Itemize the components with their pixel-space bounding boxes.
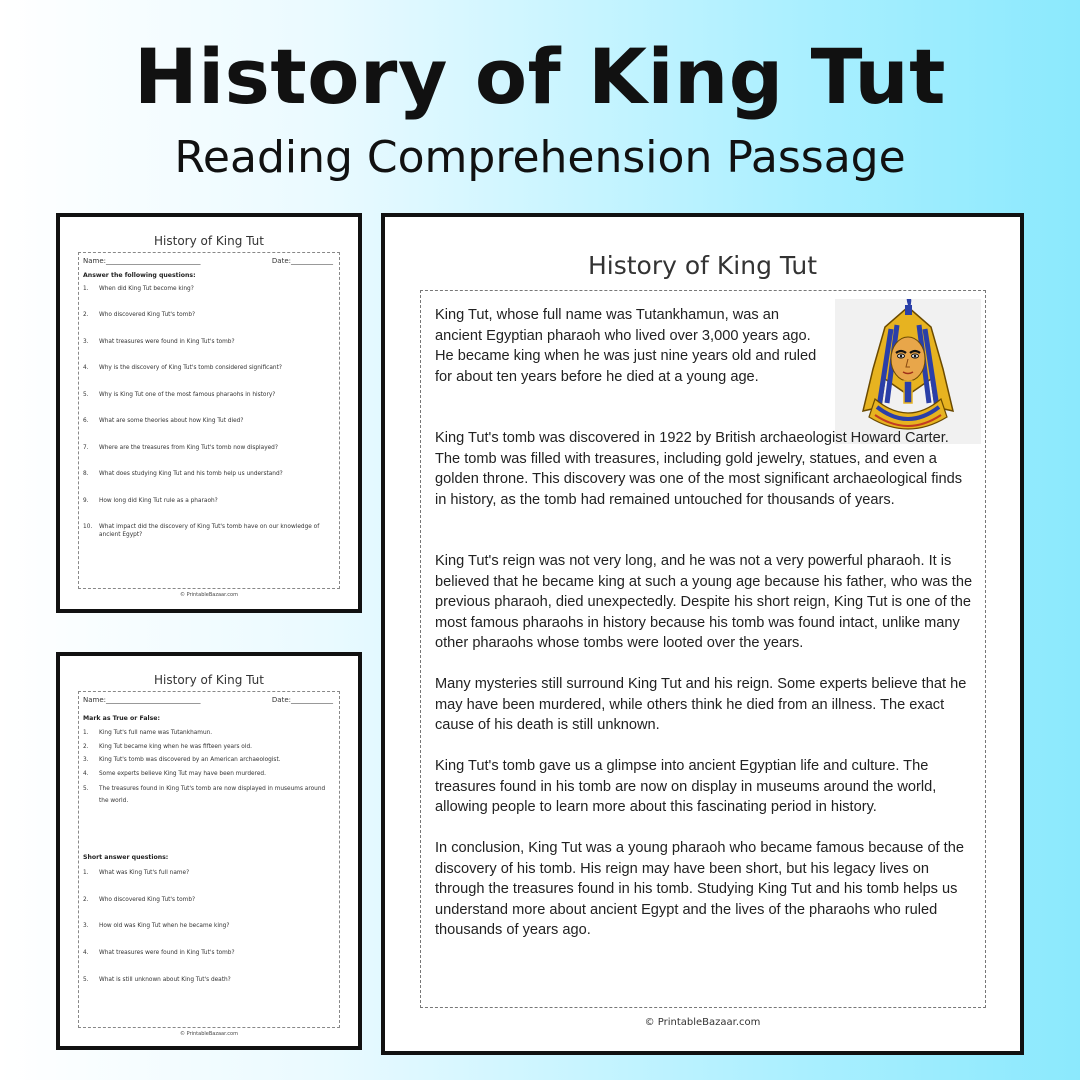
worksheet-title: History of King Tut [154,673,264,687]
true-false-item: 2. King Tut became king when he was fifteen years old. [83,744,252,750]
passage-title: History of King Tut [587,251,818,280]
passage-paragraph: Many mysteries still surround King Tut and his reign. Some experts believe that he may have been murdered, while others think he died from an illness. The exact cause of his death is still unknown. [435,676,967,733]
worksheet-frame [78,252,340,589]
passage-paragraph: King Tut's tomb was discovered in 1922 by British archaeologist Howard Carter. The tomb was filled with treasures, including gold jewelry, statues, and even a golden throne. This discovery was one of the most significant archaeological finds in history, as the tomb had remained untouched for thousands of years. [435,430,963,508]
worksheet-footer: © PrintableBazaar.com [180,592,238,598]
passage-footer: © PrintableBazaar.com [644,1017,761,1028]
question-item: 3. What treasures were found in King Tut's tomb? [83,339,235,345]
short-answer-heading: Short answer questions: [83,854,169,861]
worksheet-questions-preview [56,213,362,613]
true-false-item: 3. King Tut's tomb was discovered by an American archaeologist. [83,757,281,763]
true-false-item: 4. Some experts believe King Tut may have been murdered. [83,771,266,777]
worksheet-title: History of King Tut [154,234,264,248]
passage-paragraph: King Tut, whose full name was Tutankhamun, was an ancient Egyptian pharaoh who lived over 3,000 years ago. He became king when he was just nine years old and ruled for about ten years before he died at a young age. [435,307,817,385]
passage-frame [420,290,986,1008]
pharaoh-mask-icon [835,299,981,444]
passage-page [381,213,1024,1055]
date-field-label: Date:____________ [271,257,333,265]
worksheet-footer: © PrintableBazaar.com [180,1031,238,1037]
worksheet-frame [78,691,340,1028]
question-item: 1. When did King Tut become king? [83,286,194,292]
short-answer-item: 3. How old was King Tut when he became king? [83,923,230,929]
passage-paragraph: In conclusion, King Tut was a young pharaoh who became famous because of the discovery of his tomb. His reign may have been short, but his legacy lives on through the treasures found in his tomb. Studying King Tut and his tomb helps us understand more about ancient Egypt and the lives of the pharaohs who ruled thousands of years ago. [435,840,964,938]
main-subtitle: Reading Comprehension Passage [174,132,906,183]
question-item: 5. Why is King Tut one of the most famous pharaohs in history? [83,392,276,398]
name-field-label: Name:___________________________ [83,257,201,265]
true-false-item: 5. The treasures found in King Tut's tomb are now displayed in museums around the world. [83,786,326,804]
name-field-label: Name:___________________________ [83,696,201,704]
worksheet-true-false-preview [56,652,362,1050]
short-answer-item: 2. Who discovered King Tut's tomb? [83,897,196,903]
question-item: 4. Why is the discovery of King Tut's tomb considered significant? [83,365,282,371]
passage-paragraph: King Tut's tomb gave us a glimpse into ancient Egyptian life and culture. The treasures found in his tomb are now on display in museums around the world, allowing people to learn more about this fascinating period in history. [435,758,937,815]
date-field-label: Date:____________ [271,696,333,704]
main-title: History of King Tut [134,32,946,121]
question-item: 6. What are some theories about how King Tut died? [83,418,244,424]
name-date-row [83,257,333,265]
question-item: 9. How long did King Tut rule as a pharaoh? [83,498,218,504]
section-heading: Answer the following questions: [83,272,196,279]
question-item: 8. What does studying King Tut and his tomb help us understand? [83,471,283,477]
short-answer-item: 1. What was King Tut's full name? [83,870,190,876]
name-date-row [83,696,333,704]
passage-paragraph: King Tut's reign was not very long, and he was not a very powerful pharaoh. It is believed that he became king at such a young age because his father, who was the previous pharaoh, died unexpectedly. Despite his short reign, King Tut is one of the most famous pharaohs in history because his tomb was found intact, unlike many other pharaohs whose tombs were looted over the years. [435,553,973,651]
question-item: 2. Who discovered King Tut's tomb? [83,312,196,318]
true-false-item: 1. King Tut's full name was Tutankhamun. [83,730,213,736]
true-false-heading: Mark as True or False: [83,715,160,722]
question-item: 10. What impact did the discovery of King Tut's tomb have on our knowledge of ancient Egypt? [83,524,320,538]
short-answer-item: 4. What treasures were found in King Tut's tomb? [83,950,235,956]
short-answer-item: 5. What is still unknown about King Tut's death? [83,977,231,983]
question-item: 7. Where are the treasures from King Tut's tomb now displayed? [83,445,278,451]
